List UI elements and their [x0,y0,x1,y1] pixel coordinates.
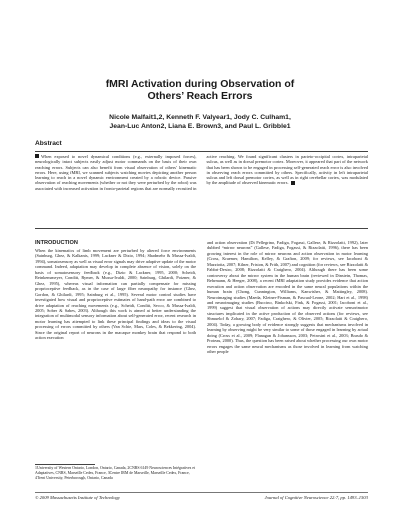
footer-rule [35,492,368,493]
title-line-1: fMRI Activation during Observation of [105,78,295,90]
introduction-right-column: and action observation (Di Pellegrino, Fadiga, Fogassi, Gallese, & Rizzolatti, 1992), later dubbed “mirror neurons” (Gallese, Fadiga, Fogassi, & Rizzolatti, 1996), there has been growing interest in the role of mirror neurons and action observation in motor learning (Cross, Kraemer, Hamilton, Kelley, & Grafton, 2009; for reviews, see Iacoboni & Mazziotta, 2007; Kilner, Friston, & Frith, 2007) and cognition (for reviews, see Rizzolatti & Fabbri-Destro, 2008; Rizzolatti & Craighero, 2004). Although there has been some controversy about the mirror system in the human brain (reviewed in Dinstein, Thomas, Behrmann, & Heeger, 2008), a recent fMRI adaptation study provides evidence that action execution and action observation are encoded in the same neural populations within the human brain (Chong, Cunnington, Williams, Kanwisher, & Mattingley, 2008). Neuroimaging studies (Maeda, Kleiner-Fisman, & Pascual-Leone, 2002; Hari et al., 1998) and neuroimaging studies (Buccino, Binkofski, Fink, & Fogassi, 2001; Iacoboni et al., 1999) suggest that visual observation of actions may directly activate sensorimotor structures implicated in the active production of the observed actions (for reviews, see Shmuelof & Zohary, 2007; Fadiga, Craighero, & Olivier, 2005; Rizzolatti & Craighero, 2004). Today, a growing body of evidence strongly suggests that mechanisms involved in learning by observing might be very similar to some of those engaged in learning by actual doing (Cross et al., 2009; Flanagan & Johansson, 2003; Petrosini et al., 2003; Brasdo & Proteau, 2000). Thus, the question has been raised about whether processing our own motor errors engages the same neural mechanisms as those involved in learning from watching other people [207,240,368,355]
end-square-icon [291,181,295,185]
abstract-bottom-rule [35,228,368,229]
authors-line-1: Nicole Malfait1,2, Kenneth F. Valyear1, Jody C. Culham1, [109,114,291,121]
article-title [40,78,360,102]
start-square-icon [35,154,39,158]
title-line-2: Others’ Reach Errors [147,90,253,102]
introduction-left-column: When the kinematics of limb movement are perturbed by altered force environments (Sainburg, Ghez, & Kalkanis, 1999; Lackner & Dizio, 1994; Shadmehr & Mussa-Ivaldi, 1994), somatosensory as well as visual error signals may drive adaptive update of the motor command. Indeed, adaptation may develop in complete absence of vision, solely on the basis of somatosensory feedback (e.g., Dizio & Lackner, 1995, 2000; Scheidt, Reinkensmeyer, Conditt, Rymer, & Mussa-Ivaldi, 2000; Sainburg, Ghilardi, Poizner, & Ghez, 1995), whereas visual information can partially compensate for missing proprioceptive feedback, as in the case of large fiber neuropathy for instance (Ghez, Gordon, & Ghilardi, 1995; Sainburg et al., 1995). Several motor control studies have investigated how visual and proprioceptive estimates of hand-path error are combined to drive adaptation of reaching movements (e.g., Scheidt, Conditt, Secco, & Mussa-Ivaldi, 2005; Sober & Sabes, 2003). Although this work is aimed at better understanding the integration of multimodal sensory information about self-generated error, recent research in motor learning has attempted to link these principal findings and ideas to the visual processing of errors committed by others (Van Schie, Mars, Coles, & Bekkering, 2004). Since the original report of neurons in the macaque monkey brain that respond to both action execution [35,248,196,341]
authors-line-2: Jean-Luc Anton2, Liana E. Brown3, and Paul L. Gribble1 [109,122,291,130]
footnote-rule [35,464,95,465]
abstract-top-rule [35,151,368,152]
introduction-heading: INTRODUCTION [35,240,78,246]
journal-citation-footer: Journal of Cognitive Neuroscience 22:7, pp. 1493–1503 [264,495,368,500]
abstract-heading: Abstract [35,140,62,147]
abstract-text: When exposed to novel dynamical conditions (e.g., externally imposed forces), neurologically intact subjects easily adjust motor commands on the basis of their own reaching errors. Subjects can also benefit from visual observation of others’ kinematic errors. Here, using fMRI, we scanned subjects watching movies depicting another person learning to reach in a novel dynamic environment created by a robotic device. Passive observation of reaching movements (whether or not they were perturbed by the robot) was associated with increased activation in fronto-parietal regions that are normally recruited in active reaching. We found significant clusters in parieto-occipital cortex, intraparietal sulcus, as well as in dorsal premotor cortex. Moreover, it appeared that part of the network that has been shown to be engaged in processing self-generated reach error is also involved in observing reach errors committed by others. Specifically, activity in left intraparietal sulcus and left dorsal premotor cortex, as well as in right cerebellar cortex, was modulated by the amplitude of observed kinematic errors. [35,154,368,191]
copyright-footer: © 2009 Massachusetts Institute of Technology [35,495,120,500]
author-list [50,114,350,131]
abstract-body [35,154,368,226]
affiliation-footnote: 1University of Western Ontario, London, Ontario, Canada, 2CNRS 6149 Neurosciences Intégratives et Adaptatives, CNRS, Marseille Cedex, France, 3Centre IRM de Marseille, Marseille Cedex, France, 4Trent University, Peterborough, Ontario, Canada [35,466,196,480]
